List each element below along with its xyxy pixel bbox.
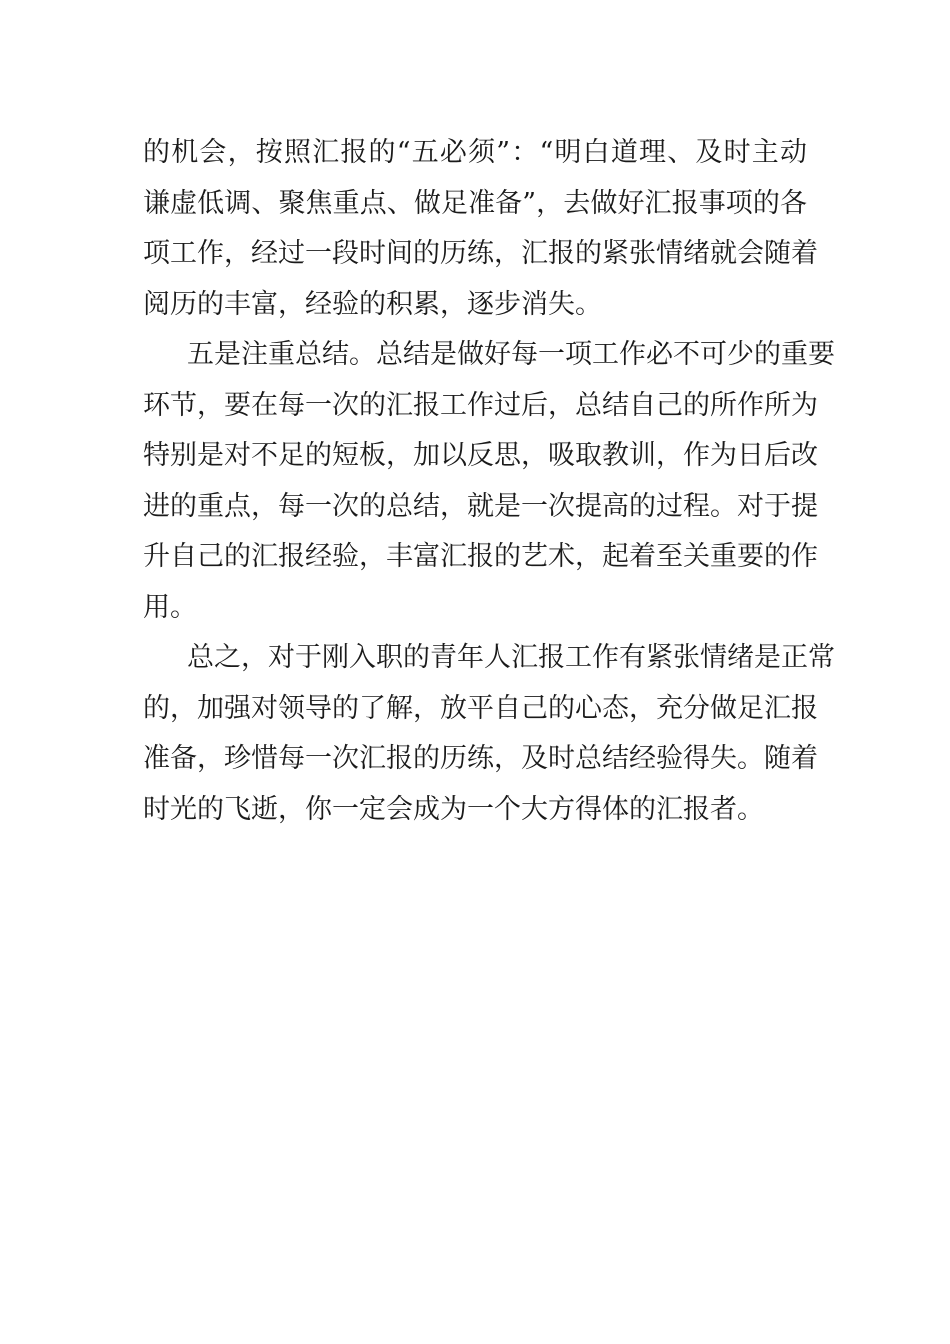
text-line: 时光的飞逝，你一定会成为一个大方得体的汇报者。 xyxy=(143,793,764,825)
text-line: 特别是对不足的短板，加以反思，吸取教训，作为日后改 xyxy=(143,440,818,471)
text-line: 升自己的汇报经验，丰富汇报的艺术，起着至关重要的作 xyxy=(143,541,818,572)
text-line: 用。 xyxy=(143,591,197,623)
text-line: 五是注重总结。总结是做好每一项工作必不可少的重要 xyxy=(187,339,835,370)
text-line: 阅历的丰富，经验的积累，逐步消失。 xyxy=(143,288,602,320)
paragraph-conclusion xyxy=(143,633,835,835)
body-text xyxy=(143,128,835,835)
text-line: 环节，要在每一次的汇报工作过后，总结自己的所作所为 xyxy=(143,389,818,421)
text-line: 准备，珍惜每一次汇报的历练，及时总结经验得失。随着 xyxy=(143,743,818,774)
text-line: 进的重点，每一次的总结，就是一次提高的过程。对于提 xyxy=(143,490,818,522)
text-line: 总之，对于刚入职的青年人汇报工作有紧张情绪是正常 xyxy=(187,642,835,673)
paragraph-summary xyxy=(143,330,835,633)
text-line: 谦虚低调、聚焦重点、做足准备”，去做好汇报事项的各 xyxy=(143,187,807,219)
text-line: 的机会，按照汇报的“五必须”：“明白道理、及时主动 xyxy=(143,137,807,168)
text-line: 的，加强对领导的了解，放平自己的心态，充分做足汇报 xyxy=(143,692,818,724)
paragraph-continuation xyxy=(143,128,818,330)
text-line: 项工作，经过一段时间的历练，汇报的紧张情绪就会随着 xyxy=(143,238,818,269)
